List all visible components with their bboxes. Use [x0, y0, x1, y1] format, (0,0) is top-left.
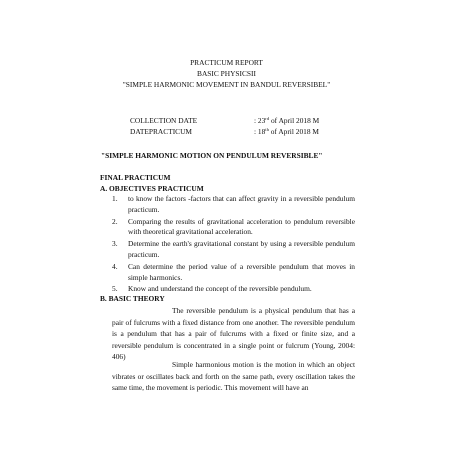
list-item: 4. Can determine the period value of a reversible pendulum that moves in simple harmonics. — [112, 261, 355, 282]
collection-date-value: : 23rd of April 2018 M — [254, 116, 320, 125]
practicum-date-label: DATEPRACTICUM — [130, 127, 193, 136]
course-name: BASIC PHYSICSII — [197, 69, 256, 78]
list-item: 2. Comparing the results of gravitational acceleration to pendulum reversible with theoretical gravitational acceleration. — [112, 216, 355, 237]
theory-paragraph-1: The reversible pendulum is a physical pendulum that has a pair of fulcrums with a fixed distance from one another. The reversible pendulum is a pendulum that has a pair of fulcrums with a fixed or finite size, and a reversible pendulum is concentrated in a single point or fulcrum (Young, 2004: 406) — [112, 306, 355, 362]
section-final-practicum: FINAL PRACTICUM — [100, 173, 171, 182]
section-objectives-heading: A. OBJECTIVES PRACTICUM — [100, 184, 204, 193]
list-item: 5. Know and understand the concept of the reversible pendulum. — [112, 284, 312, 294]
section-theory-heading: B. BASIC THEORY — [100, 294, 165, 303]
list-item: 3. Determine the earth's gravitational constant by using a reversible pendulum practicum. — [112, 239, 355, 259]
report-title: "SIMPLE HARMONIC MOVEMENT IN BANDUL REVERSIBEL" — [122, 80, 331, 89]
list-item: 1. to know the factors -factors that can affect gravity in a reversible pendulum practicum. — [112, 194, 355, 214]
objectives-list — [112, 194, 355, 296]
main-title: "SIMPLE HARMONIC MOTION ON PENDULUM REVERSIBLE" — [101, 151, 323, 160]
report-type: PRACTICUM REPORT — [190, 58, 263, 67]
practicum-date-value: : 18th of April 2018 M — [254, 127, 319, 136]
collection-date-label: COLLECTION DATE — [130, 116, 198, 125]
theory-paragraph-2: Simple harmonious motion is the motion in which an object vibrates or oscillates back and forth on the same path, every oscillation takes the same time, the movement is periodic. This movement will have an — [112, 360, 355, 393]
